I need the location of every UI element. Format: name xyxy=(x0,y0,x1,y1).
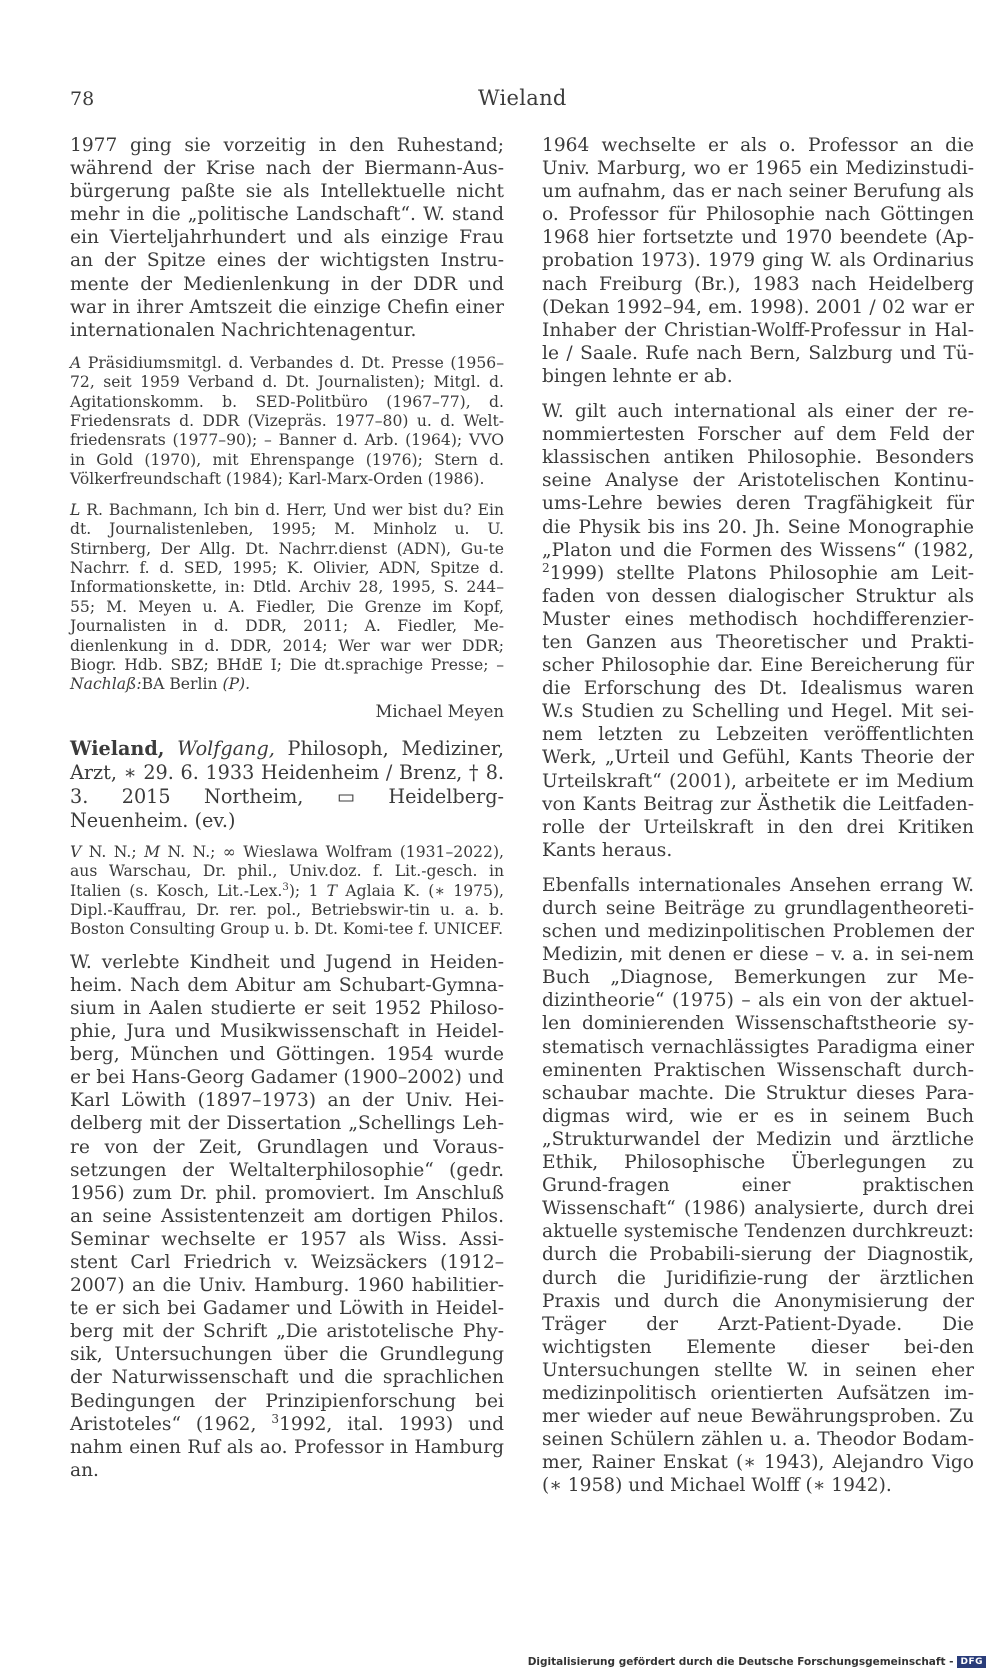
awards-section xyxy=(70,354,504,490)
page-number: 78 xyxy=(70,88,95,110)
family-v-marker: V xyxy=(70,842,82,861)
intl-text-b: 1999) stellte Platons Philosophie am Leit-faden von dessen dialogischer Struktur als Muster eines methodisch hochdifferenzier-ten Ganzen aus Theoretischer und Prakti-scher Philosophie dar. Eine Bereicherung für die Erforschung des Dt. Idealismus waren W.s Studien zu Schelling und Hegel. Mit sei-nem letzten zu Lebzeiten veröffentlichten Werk, „Urteil und Gefühl, Kants Theorie der Urteilskraft“ (2001), arbeitete er im Medium von Kants Beitrag zur Ästhetik die Leitfaden-rolle der Urteilskraft in den drei Kritiken Kants heraus. xyxy=(542,562,974,861)
literature-section xyxy=(70,501,504,695)
running-head: Wieland xyxy=(478,86,567,110)
bio-superscript: 3 xyxy=(271,1411,280,1426)
author-signature-previous: Michael Meyen xyxy=(375,701,504,721)
paragraph-career: 1964 wechselte er als o. Professor an die Univ. Marburg, wo er 1965 ein Medizinstudi-um aufnahm, das er nach seiner Berufung als o. Professor für Philosophie nach Göttingen 1968 hier fortsetzte und 1970 beendete (Ap-probation 1973). 1979 ging W. als Ordinarius nach Freiburg (Br.), 1983 nach Heidelberg (Dekan 1992–94, em. 1998). 2001 / 02 war er Inhaber der Christian-Wolff-Professur in Hal-le / Saale. Rufe nach Bern, Salzburg und Tü-bingen lehnte er ab. xyxy=(542,135,974,387)
footer-credit-text: Digitalisierung gefördert durch die Deutsche Forschungsgemeinschaft - xyxy=(527,1656,954,1668)
awards-text: Präsidiumsmitgl. d. Verbandes d. Dt. Presse (1956–72, seit 1959 Verband d. Dt. Journalisten); Mitgl. d. Agitationskomm. b. SED-Politbüro (1967–77), d. Friedensrats d. DDR (Vizepräs. 1977–80) u. d. Welt-friedensrats (1977–90); – Banner d. Arb. (1964); VVO in Gold (1970), mit Ehrenspange (1976); Stern d. Völkerfreundschaft (1984); Karl-Marx-Orden (1986). xyxy=(70,353,504,489)
paragraph-biography xyxy=(70,951,504,1482)
paragraph-international xyxy=(542,400,974,862)
family-rest: ); 1 xyxy=(288,881,319,900)
entry-heading xyxy=(70,737,504,833)
paragraph-medicine: Ebenfalls internationales Ansehen errang W. durch seine Beiträge zu grundlagentheoreti-schen und medizinpolitischen Problemen der Medizin, mit denen er diese – v. a. in sei-nem Buch „Diagnose, Bemerkungen zur Me-dizintheorie“ (1975) – als ein von der aktuel-len dominierenden Wissenschaftstheorie sy-stematisch vernachlässigtes Paradigma einer eminenten Praktischen Wissenschaft durch-schaubar machte. Die Struktur dieses Para-digmas wird, wie er es in seinem Buch „Strukturwandel der Medizin und ärztliche Ethik, Philosophische Überlegungen zu Grund-fragen einer praktischen Wissenschaft“ (1986) analysierte, durch drei aktuelle systemische Tendenzen durchkreuzt: durch die Probabili-sierung der Diagnostik, durch die Juridifizie-rung der ärztlichen Praxis und durch die Anonymisierung der Träger der Arzt-Patient-Dyade. Die wichtigsten Elemente dieser bei-den Untersuchungen stellte W. in seinen eher medizinpolitisch orientierten Aufsätzen im-mer wieder auf neue Bewährungsproben. Zu seinen Schülern zählen u. a. Theodor Bodam-mer, Rainer Enskat (∗ 1943), Alejandro Vigo (∗ 1958) und Michael Wolff (∗ 1942). xyxy=(542,874,974,1497)
nachlass-text: BA Berlin xyxy=(141,675,218,694)
literature-marker: L xyxy=(70,500,81,519)
intl-text-a: W. gilt auch international als einer der re-nommiertesten Forscher auf dem Feld der klassischen antiken Philosophie. Besonders seine Analyse der Aristotelischen Kontinu-ums-Lehre bewies deren Tragfähigkeit für die Physik bis ins 20. Jh. Seine Monographie „Platon und die Formen des Wissens“ (1982, xyxy=(542,401,974,561)
family-section xyxy=(70,843,504,940)
bio-text-a: W. verlebte Kindheit und Jugend in Heiden-heim. Nach dem Abitur am Schubart-Gymna-sium in Aalen studierte er seit 1952 Philoso-phie, Jura und Musikwissenschaft in Heidel-berg, München und Göttingen. 1954 wurde er bei Hans-Georg Gadamer (1900–2002) und Karl Löwith (1897–1973) an der Univ. Hei-delberg mit der Dissertation „Schellings Leh-re von der Zeit, Grundlagen und Voraus-setzungen der Weltalterphilosophie“ (gedr. 1956) zum Dr. phil. promoviert. Im Anschluß an seine Assistentenzeit am dortigen Philos. Seminar wechselte er 1957 als Wiss. Assi-stent Carl Friedrich v. Weizsäckers (1912–2007) an die Univ. Hamburg. 1960 habilitier-te er sich bei Gadamer und Löwith in Heidel-berg mit der Schrift „Die aristotelische Phy-sik, Untersuchungen über die Grundlegung der Naturwissenschaft und die sprachlichen Bedingungen der Prinzipienforschung bei Aristoteles“ (1962, xyxy=(70,951,504,1435)
family-superscript: 3 xyxy=(282,881,289,893)
dfg-logo: DFG xyxy=(957,1656,986,1668)
nachlass-label: Nachlaß: xyxy=(70,675,142,694)
family-m-text: N. N.; ∞ Wieslawa Wolfram (1931–2022), aus Warschau, Dr. phil., Univ.doz. f. Lit.-gesch. in Italien (s. Kosch, Lit.-Lex. xyxy=(70,842,504,900)
right-column xyxy=(542,134,974,1509)
bio-text-b: 1992, ital. 1993) und nahm einen Ruf als ao. Professor in Hamburg an. xyxy=(70,1413,505,1481)
family-m-marker: M xyxy=(144,842,161,861)
family-v-text: N. N.; xyxy=(88,842,137,861)
entry-firstname: Wolfgang, xyxy=(177,736,275,760)
left-column xyxy=(70,134,504,1494)
literature-text: R. Bachmann, Ich bin d. Herr, Und wer bist du? Ein dt. Journalistenleben, 1995; M. Minholz u. U. Stirnberg, Der Allg. Dt. Nachrr.dienst (ADN), Gu-te Nachrr. f. d. SED, 1995; K. Olivier, ADN, Spitze d. Informationskette, in: Dtld. Archiv 28, 1995, S. 244–55; M. Meyen u. A. Fiedler, Die Grenze im Kopf, Journalisten in d. DDR, 2011; A. Fiedler, Me-dienlenkung in d. DDR, 2014; Wer war wer DDR; Biogr. Hdb. SBZ; BHdE I; Die dt.sprachige Presse; – xyxy=(70,500,504,674)
paragraph-intro: 1977 ging sie vorzeitig in den Ruhestand; während der Krise nach der Biermann-Aus-bürgerung paßte sie als Intellektuelle nicht mehr in die „politische Landschaft“. W. stand ein Vierteljahrhundert und als einzige Frau an der Spitze eines der wichtigsten Instru-mente der Medienlenkung in der DDR und war in ihrer Amtszeit die einzige Chefin einer internationalen Nachrichtenagentur. xyxy=(70,135,504,341)
family-t-marker: T xyxy=(326,881,338,900)
entry-surname: Wieland, xyxy=(70,736,165,760)
intl-superscript: 2 xyxy=(542,560,550,575)
entry-text: Philosoph, Mediziner, Arzt, ∗ 29. 6. 1933 Heidenheim / Brenz, † 8. 3. 2015 Northeim, ▭ Heidelberg-Neuenheim. (ev.) xyxy=(70,736,504,832)
family-t-text: Aglaia K. (∗ 1975), Dipl.-Kauffrau, Dr. rer. pol., Betriebswir-tin u. a. b. Boston Consulting Group u. b. Dt. Komi-tee f. UNICEF. xyxy=(70,881,504,939)
footer-credit xyxy=(528,1656,986,1668)
awards-marker: A xyxy=(70,353,82,372)
nachlass-p: (P). xyxy=(222,675,251,694)
